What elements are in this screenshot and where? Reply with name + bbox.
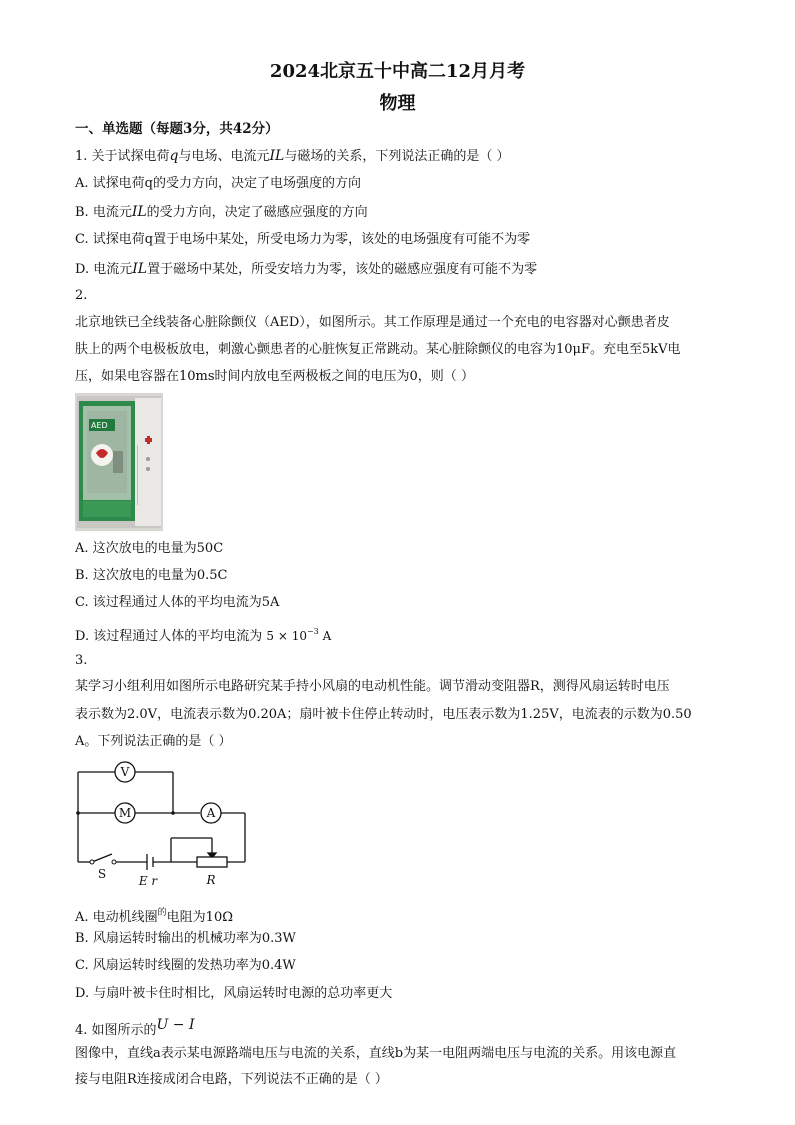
q1-d-part: 置于磁场中某处，所受安培力为零，该处的磁感应强度有可能不为零 (147, 262, 538, 277)
source-label: E r (138, 874, 158, 888)
q2-d-math-exp: −3 (306, 627, 319, 636)
q2-option-a: A. 这次放电的电量为50C (75, 541, 224, 556)
q3-option-b: B. 风扇运转时输出的机械功率为0.3W (75, 931, 296, 946)
q3-option-a (75, 904, 233, 927)
ammeter-label: A (206, 806, 216, 820)
rheostat-label: R (206, 873, 216, 887)
circuit-diagram (72, 760, 254, 890)
subject-title: 物理 (379, 93, 416, 114)
question-2-number: 2. (75, 288, 88, 303)
q1-stem-part: 与电场、电流元 (178, 149, 270, 164)
q4-stem-line1: 图像中，直线a表示某电源路端电压与电流的关系，直线b为某一电阻两端电压与电流的关系。用该电源直 (75, 1046, 677, 1061)
q1-d-part: D. 电流元 (75, 262, 133, 277)
question-1-stem (75, 147, 510, 166)
aed-cabinet-photo (75, 393, 163, 531)
q2-stem-line1: 北京地铁已全线装备心脏除颤仪（AED），如图所示。其工作原理是通过一个充电的电容器对心颤患者皮 (75, 315, 670, 330)
q2-d-math (266, 629, 331, 643)
q4-num-part: 4. 如图所示的 (75, 1023, 157, 1038)
switch-label: S (97, 867, 107, 881)
q2-stem-line2: 肤上的两个电极板放电，刺激心颤患者的心脏恢复正常跳动。某心脏除颤仪的电容为10μF。充电至5kV电 (75, 342, 681, 357)
q2-d-unit: A (318, 629, 332, 643)
q1-math-il: IL (269, 148, 285, 164)
q1-option-a: A. 试探电荷q的受力方向，决定了电场强度的方向 (75, 176, 361, 191)
q2-d-math-base: 5 × 10 (266, 629, 307, 643)
q1-b-math-il: IL (131, 204, 147, 220)
q2-stem-line3: 压，如果电容器在10ms时间内放电至两极板之间的电压为0，则（ ） (75, 369, 474, 384)
q1-math-q: q (169, 148, 179, 164)
q1-stem-part: 1. 关于试探电荷 (75, 149, 170, 164)
q1-stem-part: 与磁场的关系，下列说法正确的是（ ） (284, 149, 510, 164)
q1-option-b (75, 203, 368, 222)
q1-b-part: B. 电流元 (75, 205, 132, 220)
q3-stem-line3: A。下列说法正确的是（ ） (75, 734, 232, 749)
q4-stem-line2: 接与电阻R连接成闭合电路，下列说法不正确的是（ ） (75, 1072, 388, 1087)
q1-d-math-il: IL (132, 261, 148, 277)
q3-option-c: C. 风扇运转时线圈的发热功率为0.4W (75, 958, 296, 973)
q4-math-ui: U − I (156, 1017, 195, 1033)
q3-a-part: 电阻为10Ω (166, 910, 233, 925)
q3-stem-line2: 表示数为2.0V，电流表示数为0.20A；扇叶被卡住停止转动时，电压表示数为1.25V，电流表的示数为0.50 (75, 707, 692, 722)
q2-d-part: D. 该过程通过人体的平均电流为 (75, 629, 263, 644)
q2-option-d (75, 623, 331, 646)
q2-option-b: B. 这次放电的电量为0.5C (75, 568, 228, 583)
q3-a-part: A. 电动机线圈 (75, 910, 158, 925)
motor-label: M (118, 806, 132, 820)
q3-option-d: D. 与扇叶被卡住时相比，风扇运转时电源的总功率更大 (75, 986, 393, 1001)
q1-option-c: C. 试探电荷q置于电场中某处，所受电场力为零，该处的电场强度有可能不为零 (75, 232, 531, 247)
q1-b-part: 的受力方向，决定了磁感应强度的方向 (146, 205, 368, 220)
q1-option-d (75, 260, 537, 279)
exam-title: 2024北京五十中高二12月月考 (269, 61, 526, 82)
aed-label: AED (91, 421, 108, 430)
section-heading: 一、单选题（每题3分，共42分） (75, 121, 279, 137)
q3-stem-line1: 某学习小组利用如图所示电路研究某手持小风扇的电动机性能。调节滑动变阻器R，测得风扇运转时电压 (75, 679, 670, 694)
question-3-number: 3. (75, 653, 88, 668)
q2-option-c: C. 该过程通过人体的平均电流为5A (75, 595, 280, 610)
q3-a-superscript: 的 (157, 908, 167, 918)
voltmeter-label: V (120, 765, 130, 779)
question-4-number (75, 1016, 195, 1040)
